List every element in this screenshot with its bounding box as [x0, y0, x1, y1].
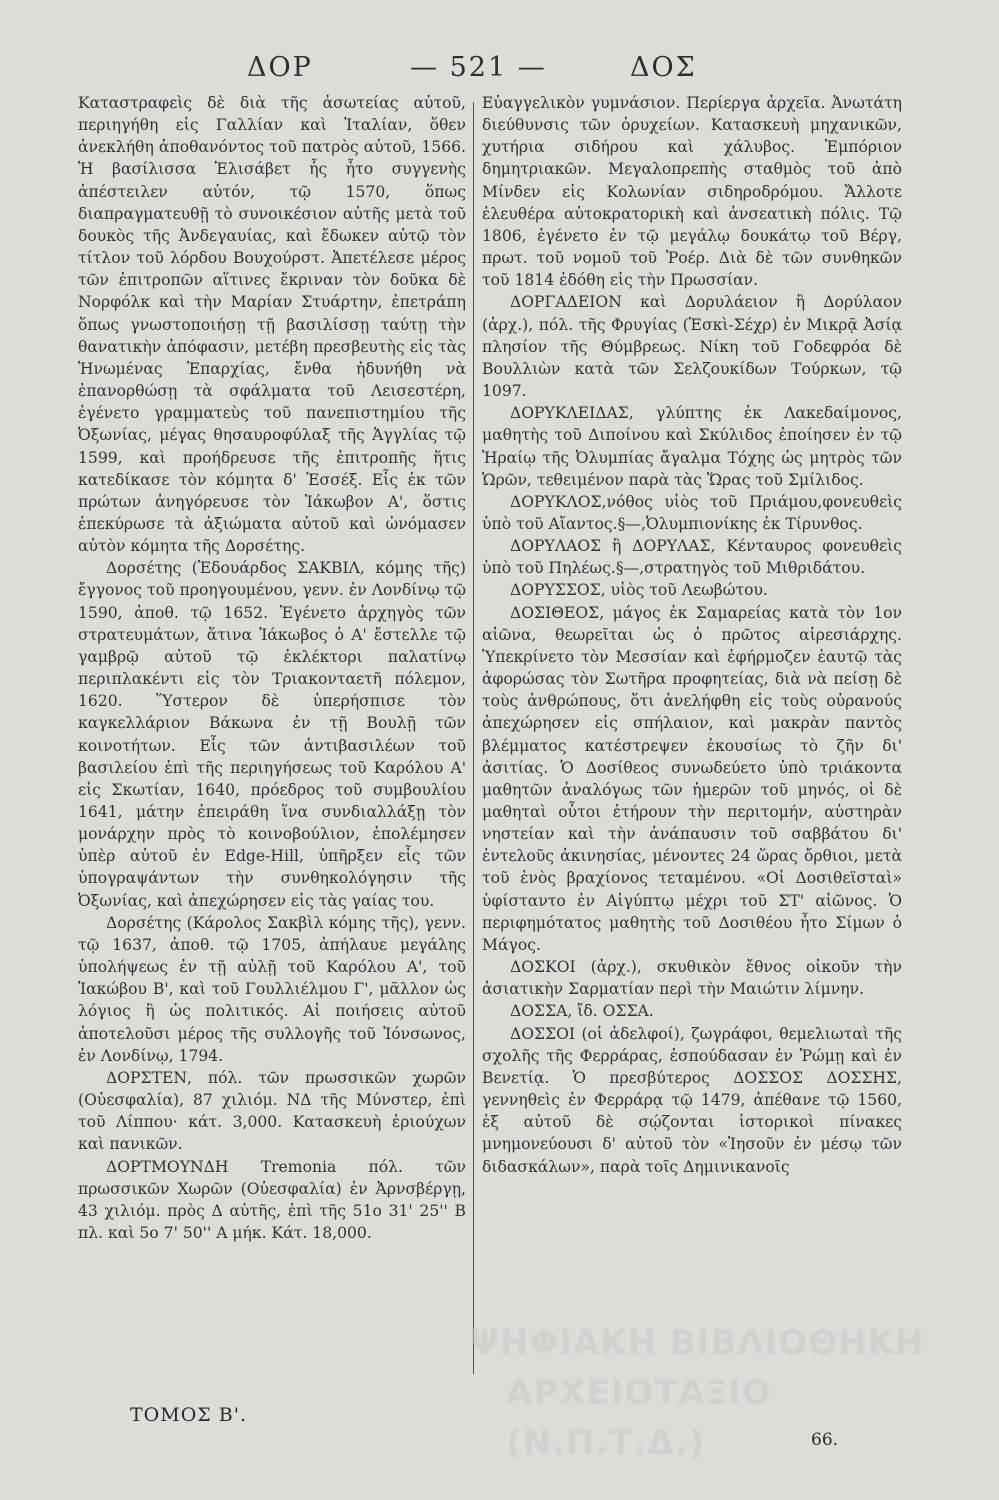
header-left-headword: ΔΟΡ	[247, 52, 313, 83]
right-column	[482, 92, 902, 1178]
signature-mark: 66.	[811, 1430, 839, 1450]
entry-paragraph: ΔΟΡΣΤΕΝ, πόλ. τῶν πρωσσικῶν χωρῶν (Οὐεσφαλία), 87 χιλιόμ. ΝΔ τῆς Μύνστερ, ἐπὶ τοῦ Λίππου· κάτ. 3,000. Κατασκευὴ ἐριούχων καὶ πανικῶν.	[78, 1068, 466, 1154]
entry-paragraph: Καταστραφεὶς δὲ διὰ τῆς ἀσωτείας αὐτοῦ, περιηγήθη εἰς Γαλλίαν καὶ Ἰταλίαν, ὅθεν ἀνεκλήθη ἀποθανόντος τοῦ πατρὸς αὐτοῦ, 1566. Ἡ βασίλισσα Ἐλισάβετ ἧς ἦτο συγγενὴς ἀπέστειλεν αὐτόν, τῷ 1570, ὅπως διαπραγματευθῇ τὸ συνοικέσιον αὐτῆς μετὰ τοῦ δουκὸς τῆς Ἀνδεγαυίας, καὶ ἔδωκεν αὐτῷ τὸν τίτλον τοῦ λόρδου Βουχούρστ. Ἀπετέλεσε μέρος τῶν ἐπιτροπῶν αἵτινες ἔκριναν τὸν δοῦκα δὲ Νορφόλκ καὶ τὴν Μαρίαν Στυάρτην, ἐπετράπη ὅπως γνωστοποιήσῃ τῇ βασιλίσσῃ ταύτῃ τὴν θανατικὴν ἀπόφασιν, μετέβη πρεσβευτὴς εἰς τὰς Ἡνωμένας Ἐπαρχίας, ἔνθα ἠδυνήθη νὰ ἐπανορθώσῃ τὰ σφάλματα τοῦ Λεισεστέρη, ἐγένετο γραμματεὺς τοῦ πανεπιστημίου τῆς Ὀξωνίας, μέγας θησαυροφύλαξ τῆς Ἀγγλίας τῷ 1599, καὶ προήδρευσε τῆς ἐπιτροπῆς ἥτις κατεδίκασε τὸν κόμητα δ' Ἐσσέξ. Εἷς ἐκ τῶν πρώτων ἀνηγόρευσε τὸν Ἰάκωβον Α', ὅστις ἐπεκύρωσε τὰ ἀξιώματα αὐτοῦ καὶ ὠνόμασεν αὐτὸν κόμητα τῆς Δορσέτης.	[78, 94, 466, 556]
entry-paragraph: ΔΟΣΣΟΙ (οἱ ἀδελφοί), ζωγράφοι, θεμελιωταὶ τῆς σχολῆς τῆς Φερράρας, ἐσπούδασαν ἐν Ῥώμῃ καὶ ἐν Βενετίᾳ. Ὁ πρεσβύτερος ΔΟΣΣΟΣ ΔΟΣΣΗΣ, γεννηθεὶς ἐν Φερράρᾳ τῷ 1479, ἀπέθανε τῷ 1560, ἐξ αὐτοῦ δὲ σῴζονται ἱστορικοὶ πίνακες μνημονεύουσι δ' αὐτοῦ τὸν «Ἰησοῦν ἐν μέσῳ τῶν διδασκάλων», παρὰ τοῖς Δημινικανοῖς	[482, 1024, 902, 1176]
entry-paragraph: ΔΟΣΙΘΕΟΣ, μάγος ἐκ Σαμαρείας κατὰ τὸν 1ον αἰῶνα, θεωρεῖται ὡς ὁ πρῶτος αἱρεσιάρχης. Ὑπεκρίνετο τὸν Μεσσίαν καὶ ἐφήρμοζεν ἑαυτῷ τὰς ἀφορώσας τὸν Σωτῆρα προφητείας, διὰ νὰ πείσῃ δὲ τοὺς ἀνθρώπους, ὅτι ἀνελήφθη εἰς τοὺς οὐρανούς ἀπεχώρησεν εἰς σπήλαιον, καὶ μακρὰν παντὸς βλέμματος κατέστρεψεν ἑκουσίως τὸ ζῆν δι' ἀσιτίας. Ὁ Δοσίθεος συνωδεύετο ὑπὸ τριάκοντα μαθητῶν ἀναλόγως τῶν ἡμερῶν τοῦ μηνός, οἱ δὲ μαθηταὶ οὗτοι ἐτήρουν τὴν περιτομήν, αὐστηρὰν νηστείαν καὶ τὴν ἀνάπαυσιν τοῦ σαββάτου δι' ἐντελοῦς ἀκινησίας, μένοντες 24 ὥρας ὄρθιοι, μετὰ τοῦ ἑνὸς βραχίονος τεταμένου. «Οἱ Δοσιθεϊσταὶ» ὑφίσταντο ἐν Αἰγύπτῳ μέχρι τοῦ ΣΤ' αἰῶνος. Ὁ περιφημότατος μαθητὴς τοῦ Δοσιθέου ἦτο Σίμων ὁ Μάγος.	[482, 603, 902, 954]
watermark-line-1: ΨΗΦΙΑΚΗ ΒΙΒΛΙΟΘΗΚΗ	[470, 1323, 925, 1363]
entry-paragraph: ΔΟΡΥΚΛΕΙΔΑΣ, γλύπτης ἐκ Λακεδαίμονος, μαθητὴς τοῦ Διπoίνου καὶ Σκύλιδος ἐποίησεν ἐν τῷ Ἡραίῳ τῆς Ὀλυμπίας ἄγαλμα Τόχης ὡς μητρὸς τῶν Ὡρῶν, τεθειμένον παρὰ τὰς Ὥρας τοῦ Σμίλιδος.	[482, 404, 902, 489]
page-header	[0, 52, 999, 96]
column-divider	[473, 102, 474, 1374]
entry-paragraph: Εὐαγγελικὸν γυμνάσιον. Περίεργα ἀρχεῖα. Ἀνωτάτη διεύθυνσις τῶν ὀρυχείων. Κατασκευὴ μηχανικῶν, χυτήρια σιδήρου καὶ χάλυβος. Ἐμπόριον δημητριακῶν. Μεγαλοπρεπὴς σταθμὸς τοῦ ἀπὸ Μίνδεν εἰς Κολωνίαν σιδηροδρόμου. Ἄλλοτε ἐλευθέρα αὐτοκρατορικὴ καὶ ἀνσεατικὴ πόλις. Τῷ 1806, ἐγένετο ἐν τῷ μεγάλῳ δουκάτῳ τοῦ Βέργ, πρωτ. τοῦ νομοῦ τοῦ Ῥοέρ. Διὰ δὲ τῶν συνθηκῶν τοῦ 1814 ἐδόθη εἰς τὴν Πρωσσίαν.	[482, 94, 902, 290]
watermark-line-2: ΑΡΧΕΙΟΤΑΞΙΟ (Ν.Π.Τ.Δ.)	[506, 1373, 772, 1463]
entry-paragraph: Δορσέτης (Κάρολος Σακβὶλ κόμης τῆς), γενν. τῷ 1637, ἀποθ. τῷ 1705, ἀπήλαυε μεγάλης ὑπολήψεως ἐν τῇ αὐλῇ τοῦ Καρόλου Α', τοῦ Ἰακώβου Β', καὶ τοῦ Γουλλιέλμου Γ', μᾶλλον ὡς λόγιος ἢ ὡς πολιτικός. Αἱ ποιήσεις αὐτοῦ ἀποτελοῦσι μέρος τῆς συλλογῆς τοῦ Ἰόνσωνος, ἐν Λονδίνῳ, 1794.	[78, 913, 466, 1065]
entry-paragraph: ΔΟΡΤΜΟΥΝΔΗ Tremonia πόλ. τῶν πρωσσικῶν Χωρῶν (Οὐεσφαλία) ἐν Ἀρνσβέργῃ, 43 χιλιόμ. πρὸς Δ αὐτῆς, ἐπὶ τῆς 51ο 31' 25'' Β πλ. καὶ 5ο 7' 50'' Α μήκ. Κάτ. 18,000.	[78, 1157, 466, 1242]
entry-paragraph: ΔΟΣΚΟΙ (ἀρχ.), σκυθικὸν ἔθνος οἰκοῦν τὴν ἀσιατικὴν Σαρματίαν περὶ τὴν Μαιώτιν λίμνην.	[482, 958, 902, 999]
entry-paragraph: ΔΟΡΥΚΛΟΣ,νόθος υἱὸς τοῦ Πριάμου,φονευθεὶς ὑπὸ τοῦ Αἴαντος.§—,Ὀλυμπιονίκης ἐκ Τίρυνθος.	[482, 492, 902, 533]
library-watermark	[470, 1318, 930, 1468]
entry-paragraph: ΔΟΡΥΛΑΟΣ ἢ ΔΟΡΥΛΑΣ, Κένταυρος φονευθεὶς ὑπὸ τοῦ Πηλέως.§—,στρατηγὸς τοῦ Μιθριδάτου.	[482, 537, 902, 578]
entry-paragraph: ΔΟΡΥΣΣΟΣ, υἱὸς τοῦ Λεωβώτου.	[510, 581, 768, 600]
entry-paragraph: Δορσέτης (Ἐδουάρδος ΣΑΚΒΙΛ, κόμης τῆς) ἔγγονος τοῦ προηγουμένου, γενν. ἐν Λονδίνῳ τῷ 1590, ἀποθ. τῷ 1652. Ἐγένετο ἀρχηγὸς τῶν στρατευμάτων, ἅτινα Ἰάκωβος ὁ Α' ἔστελλε τῷ γαμβρῷ αὐτοῦ τῷ ἐκλέκτορι παλατίνῳ περιπλακέντι εἰς τὸν Τριακονταετῆ πόλεμον, 1620. Ὕστερον δὲ ὑπερήσπισε τὸν καγκελλάριον Βάκωνα ἐν τῇ Βουλῇ τῶν κοινοτήτων. Εἷς τῶν ἀντιβασιλέων τοῦ βασιλείου ἐπὶ τῆς περιηγήσεως τοῦ Καρόλου Α' εἰς Σκωτίαν, 1640, πρόεδρος τοῦ συμβουλίου 1641, μάτην ἐπειράθη ἵνα συνδιαλλάξῃ τὸν μονάρχην πρὸς τὸ κοινοβούλιον, ἐπολέμησεν ὑπὲρ αὐτοῦ ἐν Edge-Hill, ὑπῆρξεν εἷς τῶν ὑπογραψάντων τὴν συνθηκολόγησιν τῆς Ὀξωνίας, καὶ ἀπεχώρησεν εἰς τὰς γαίας του.	[78, 559, 466, 910]
entry-paragraph: ΔΟΣΣΑ, ἴδ. ΟΣΣΑ.	[510, 1002, 654, 1021]
header-right-headword: ΔΟΣ	[630, 52, 697, 83]
page-number: — 521 —	[410, 52, 547, 83]
volume-label: ΤΟΜΟΣ Β'.	[130, 1404, 247, 1426]
left-column	[78, 92, 466, 1244]
entry-paragraph: ΔΟΡΓΑΔΕΙΟΝ καὶ Δορυλάειον ἢ Δορύλαον (ἀρχ.), πόλ. τῆς Φρυγίας (Ἐσκὶ-Σέχρ) ἐν Μικρᾷ Ἀσίᾳ πλησίον τῆς Θύμβρεως. Νίκη τοῦ Γοδεφρόα δὲ Βουλλιὼν κατὰ τῶν Σελζουκίδων Τούρκων, τῷ 1097.	[482, 293, 902, 401]
